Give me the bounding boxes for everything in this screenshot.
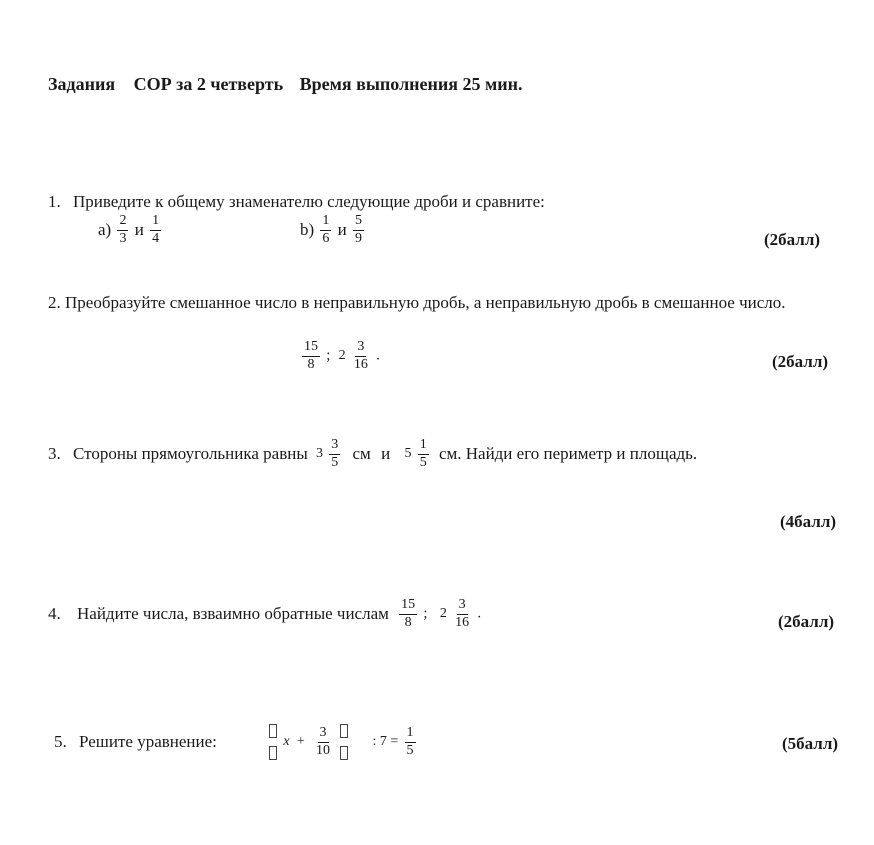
task-4-score: (2балл) [778,612,835,631]
task-5 [54,724,418,760]
header-time: Время выполнения 25 мин. [299,74,523,94]
fraction-denominator: 5 [406,742,414,758]
task-1-a-label: a) [98,220,112,240]
task-1-text: Приведите к общему знаменателю следующие дроби и сравните: [73,192,545,211]
fraction-denominator: 6 [322,230,330,246]
fraction [418,438,429,470]
conjunction: и [134,220,144,240]
fraction-numerator: 3 [318,726,329,743]
task-2 [48,292,866,314]
fraction-denominator: 8 [404,614,412,630]
header-subtitle: СОР за 2 четверть [133,74,284,94]
task-5-score: (5балл) [782,734,839,753]
left-bracket-placeholder [269,724,277,760]
fraction-numerator: 1 [320,214,331,231]
fraction-numerator: 1 [418,438,429,455]
fraction [320,214,331,246]
task-2-text: Преобразуйте смешанное число в неправильную дробь, а неправильную дробь в смешанное число. [65,293,786,312]
task-3-text-start: Стороны прямоугольника равны [73,444,308,464]
fraction-numerator: 15 [302,340,320,357]
fraction-numerator: 15 [399,598,417,615]
fraction-numerator: 1 [405,726,416,743]
task-2-score: (2балл) [772,352,829,371]
unit-cm: см [352,444,371,464]
task-4 [48,598,481,630]
fraction-numerator: 3 [355,340,366,357]
fraction-denominator: 8 [307,356,315,372]
fraction-denominator: 5 [331,454,339,470]
fraction-numerator: 1 [150,214,161,231]
task-1-number: 1. [48,192,61,211]
task-1-part-a [98,214,163,246]
task-4-number: 4. [48,604,61,624]
plus-sign: + [296,734,305,749]
task-1-score: (2балл) [764,230,821,249]
mixed-whole: 3 [316,446,324,462]
task-1-b-label: b) [300,220,315,240]
task-2-number: 2. [48,293,61,312]
task-1 [48,192,545,212]
fraction [314,726,332,758]
fraction [329,438,340,470]
mixed-whole: 2 [338,348,346,364]
fraction-numerator: 3 [457,598,468,615]
conjunction: и [381,444,391,464]
fraction [150,214,161,246]
task-2-expression [300,340,380,372]
fraction-numerator: 3 [329,438,340,455]
fraction-denominator: 9 [355,230,363,246]
fraction [399,598,417,630]
conjunction: и [337,220,347,240]
fraction [405,726,416,758]
fraction [302,340,320,372]
end-period: . [376,347,380,364]
page-header [48,74,523,95]
mixed-whole: 5 [404,446,412,462]
fraction-denominator: 3 [119,230,127,246]
variable-x: x [283,734,290,749]
fraction-numerator: 2 [117,214,128,231]
fraction [352,340,370,372]
fraction-denominator: 10 [316,742,330,758]
mixed-whole: 2 [439,606,447,622]
fraction [353,214,364,246]
task-3-text-end: см. Найди его периметр и площадь. [438,444,698,464]
right-bracket-placeholder [340,724,348,760]
task-1-part-b [300,214,366,246]
task-5-number: 5. [54,732,67,751]
task-3-score: (4балл) [780,512,837,531]
separator: ; [326,347,331,364]
fraction-denominator: 16 [353,356,368,372]
task-4-text: Найдите числа, взваимно обратные числам [77,604,389,624]
separator: ; [423,605,428,622]
divide-equals: : 7 = [372,734,399,749]
task-5-text: Решите уравнение: [79,732,217,751]
fraction-denominator: 16 [455,614,470,630]
task-3 [48,438,697,470]
header-title: Задания [48,74,116,94]
equation [267,724,417,758]
end-period: . [477,605,482,622]
fraction [453,598,471,630]
fraction-numerator: 5 [353,214,364,231]
task-3-number: 3. [48,444,61,464]
fraction-denominator: 5 [419,454,427,470]
fraction-denominator: 4 [152,230,160,246]
fraction [117,214,128,246]
